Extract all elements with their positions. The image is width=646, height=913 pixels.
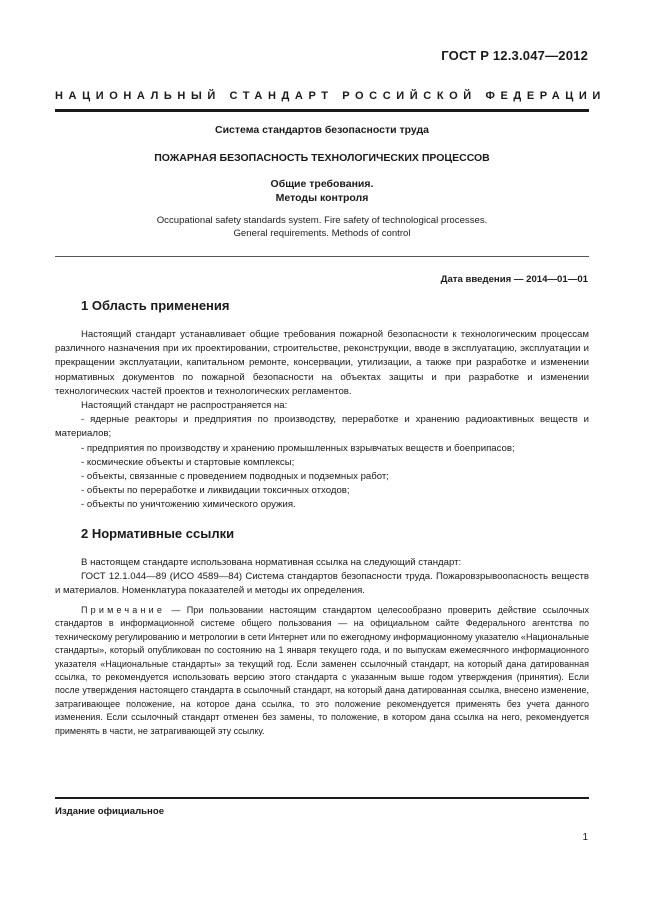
section-1-body [55, 328, 589, 513]
section-2-body [55, 556, 589, 599]
list-item: - ядерные реакторы и предприятия по производству, переработке и хранению радиоактивных веществ и материалов; [55, 414, 589, 440]
subtitle-line-1: Общие требования. [270, 178, 374, 190]
note-label: Примечание [81, 605, 166, 615]
header-divider [55, 109, 589, 112]
list-item: - предприятия по производству и хранению промышленных взрывчатых веществ и боеприпасов; [81, 442, 515, 454]
introduction-date: Дата введения — 2014—01—01 [440, 274, 588, 285]
official-edition-label: Издание официальное [55, 806, 165, 817]
document-title: ПОЖАРНАЯ БЕЗОПАСНОСТЬ ТЕХНОЛОГИЧЕСКИХ ПРОЦЕССОВ [154, 152, 490, 164]
standard-code: ГОСТ Р 12.3.047—2012 [441, 48, 588, 63]
page-number: 1 [582, 832, 588, 843]
section-2-paragraph-1: В настоящем стандарте использована нормативная ссылка на следующий стандарт: [81, 557, 462, 568]
section-1-heading: 1 Область применения [81, 298, 230, 313]
english-title [55, 214, 589, 240]
english-title-line-1: Occupational safety standards system. Fire safety of technological processes. [156, 215, 488, 226]
title-divider [55, 256, 589, 257]
list-item: - космические объекты и стартовые комплексы; [81, 456, 295, 468]
section-2-heading: 2 Нормативные ссылки [81, 526, 235, 541]
section-1-paragraph-1: Настоящий стандарт устанавливает общие требования пожарной безопасности к технологическим процессам различного назначения при их проектировании, строительстве, реконструкции, вводе в эксплуатацию, эксплуатации и прекращении эксплуатации, капитальном ремонте, консервации, утилизации, а также при разработке и изменении нормативных документов по пожарной безопасности на объектах защиты и при разработке и изменении технологических частей проектов и технологических регламентов. [55, 329, 589, 397]
note-text: — При пользовании настоящим стандартом целесообразно проверить действие ссылочных стандартов в информационной системе общего пользования — на официальном сайте Федерального агентства по техническому регулированию и метрологии в сети Интернет или по ежегодному информационному указателю «Национальные стандарты», который опубликован по состоянию на 1 января текущего года, и по выпускам ежемесячного информационного указателя «Национальные стандарты» за текущий год. Если заменен ссылочный стандарт, на который дана датированная ссылка, то рекомендуется использовать версию этого стандарта с указанным выше годом утверждения (принятия). Если после утверждения настоящего стандарта в ссылочный стандарт, на который дана датированная ссылка, внесено изменение, затрагивающее положение, на которое дана ссылка, то это положение рекомендуется применять без учета данного изменения. Если ссылочный стандарт отменен без замены, то положение, в котором дана ссылка на него, рекомендуется применять в части, не затрагивающей эту ссылку. [55, 605, 589, 736]
reference-note [55, 604, 589, 738]
list-item: - объекты по переработке и ликвидации токсичных отходов; [81, 485, 350, 497]
note-paragraph [55, 604, 589, 738]
section-1-paragraph-2: Настоящий стандарт не распространяется на: [81, 400, 288, 412]
national-standard-banner: НАЦИОНАЛЬНЫЙ СТАНДАРТ РОССИЙСКОЙ ФЕДЕРАЦИИ [55, 90, 606, 102]
standards-series-title: Система стандартов безопасности труда [214, 124, 430, 136]
subtitle-line-2: Методы контроля [275, 192, 369, 204]
footer-divider [55, 797, 589, 799]
list-item: - объекты, связанные с проведением подводных и подземных работ; [81, 471, 389, 483]
document-subtitle [55, 177, 589, 205]
section-2-paragraph-2: ГОСТ 12.1.044—89 (ИСО 4589—84) Система стандартов безопасности труда. Пожаровзрывоопасность веществ и материалов. Номенклатура показателей и методы их определения. [55, 571, 589, 597]
english-title-line-2: General requirements. Methods of control [233, 228, 411, 239]
list-item: - объекты по уничтожению химического оружия. [81, 499, 296, 511]
